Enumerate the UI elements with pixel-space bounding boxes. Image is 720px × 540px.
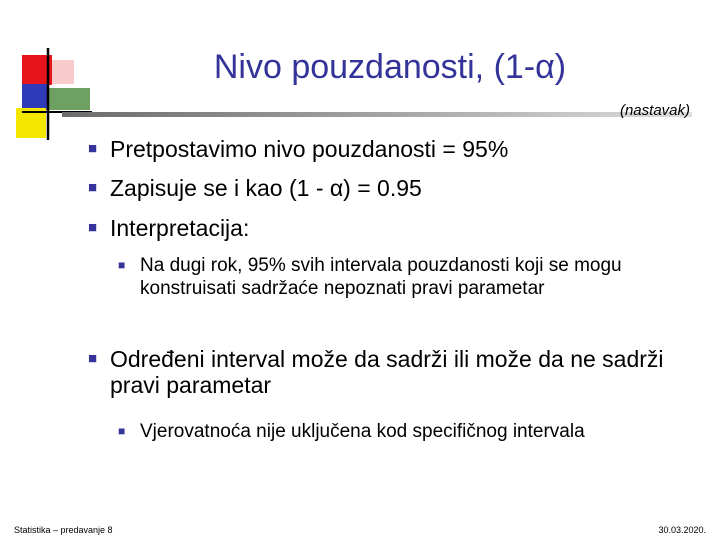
sub-bullet-item xyxy=(118,420,620,443)
slide-title: Nivo pouzdanosti, (1-α) xyxy=(213,48,567,86)
square-bullet-icon: ■ xyxy=(88,179,98,196)
sub-bullet-text: Na dugi rok, 95% svih intervala pouzdanosti koji se mogu konstruisati sadržaće nepoznati pravi parametar xyxy=(140,255,622,299)
bullet-text: Interpretacija: xyxy=(110,215,250,241)
sub-bullet-item xyxy=(118,254,660,300)
bullet-text: Zapisuje se i kao (1 - α) = 0.95 xyxy=(110,175,422,201)
sub-bullet-text: Vjerovatnoća nije uključena kod specifičnog intervala xyxy=(140,421,585,442)
bullet-item xyxy=(88,215,670,241)
square-bullet-icon: ■ xyxy=(88,219,98,236)
title-underline xyxy=(62,112,692,117)
square-bullet-icon: ■ xyxy=(118,424,126,438)
slide-subtitle: (nastavak) xyxy=(619,102,690,119)
square-bullet-icon: ■ xyxy=(118,258,126,272)
square-bullet-icon: ■ xyxy=(88,350,98,367)
bullet-item xyxy=(88,136,670,162)
colored-squares-logo-icon xyxy=(0,40,95,140)
footer-date: 30.03.2020. xyxy=(658,525,706,535)
bullet-text: Pretpostavimo nivo pouzdanosti = 95% xyxy=(110,136,509,162)
footer-course-label: Statistika – predavanje 8 xyxy=(14,525,113,535)
bullet-item xyxy=(88,346,665,398)
bullet-text: Određeni interval može da sadrži ili može da ne sadrži pravi parametar xyxy=(110,346,664,398)
square-bullet-icon: ■ xyxy=(88,140,98,157)
bullet-item xyxy=(88,175,670,201)
